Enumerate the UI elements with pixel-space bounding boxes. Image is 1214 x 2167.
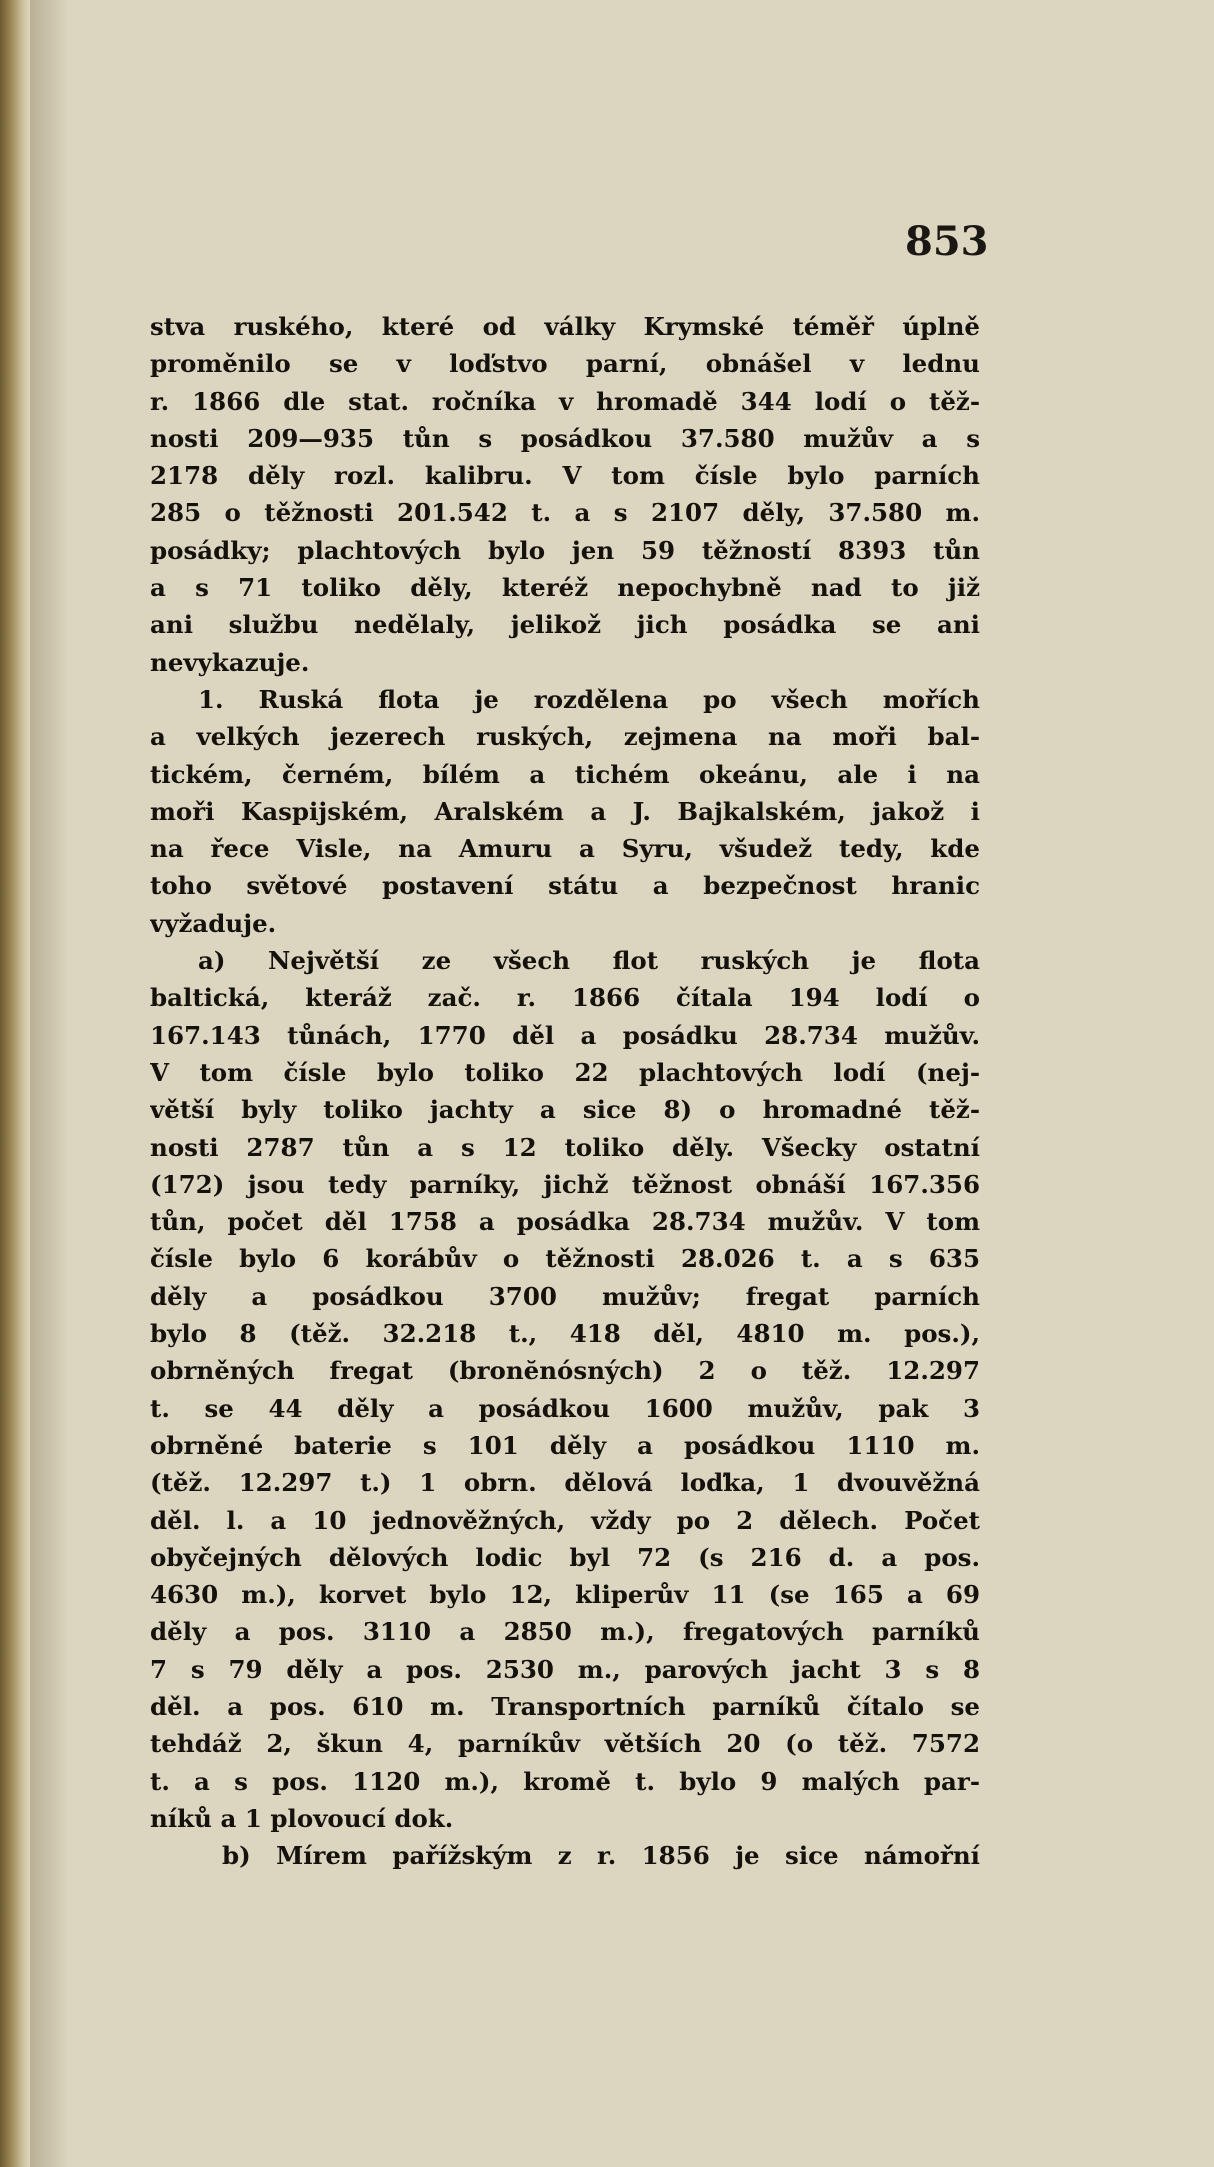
text-line: děly a posádkou 3700 mužův; fregat parních <box>150 1281 980 1311</box>
text-line: a velkých jezerech ruských, zejmena na moři bal- <box>150 722 980 752</box>
text-line: posádky; plachtových bylo jen 59 těžností 8393 tůn <box>150 535 980 565</box>
text-line: t. a s pos. 1120 m.), kromě t. bylo 9 malých par- <box>150 1766 980 1796</box>
text-line: (těž. 12.297 t.) 1 obrn. dělová loďka, 1 dvouvěžná <box>150 1468 980 1498</box>
text-line: proměnilo se v loďstvo parní, obnášel v lednu <box>150 349 980 379</box>
text-line: 4630 m.), korvet bylo 12, kliperův 11 (se 165 a 69 <box>150 1580 980 1610</box>
text-line: obyčejných dělových lodic byl 72 (s 216 d. a pos. <box>150 1542 980 1572</box>
text-line: děly a pos. 3110 a 2850 m.), fregatových parníků <box>150 1617 980 1647</box>
body-text <box>150 308 980 1874</box>
text-line: níků a 1 plovoucí dok. <box>150 1803 454 1833</box>
text-line: 2178 děly rozl. kalibru. V tom čísle bylo parních <box>150 461 980 491</box>
text-line: 7 s 79 děly a pos. 2530 m., parových jacht 3 s 8 <box>150 1654 980 1684</box>
text-line: vyžaduje. <box>150 908 277 938</box>
text-line: nosti 209—935 tůn s posádkou 37.580 mužův a s <box>150 423 980 453</box>
text-line: a s 71 toliko děly, kteréž nepochybně nad to již <box>150 573 980 603</box>
text-line: na řece Visle, na Amuru a Syru, všudež tedy, kde <box>150 834 980 864</box>
text-line: děl. a pos. 610 m. Transportních parníků čítalo se <box>150 1691 980 1721</box>
text-line: obrněné baterie s 101 děly a posádkou 1110 m. <box>150 1430 980 1460</box>
text-line: obrněných fregat (bronĕnósných) 2 o těž. 12.297 <box>150 1356 980 1386</box>
text-line: t. se 44 děly a posádkou 1600 mužův, pak 3 <box>150 1393 980 1423</box>
text-line: děl. l. a 10 jednověžných, vždy po 2 dělech. Počet <box>150 1505 980 1535</box>
text-line: tehdáž 2, škun 4, parníkův větších 20 (o těž. 7572 <box>150 1729 980 1759</box>
text-line: nosti 2787 tůn a s 12 toliko děly. Všecky ostatní <box>150 1132 980 1162</box>
text-line: (172) jsou tedy parníky, jichž těžnost obnáší 167.356 <box>150 1169 980 1199</box>
text-line: bylo 8 (těž. 32.218 t., 418 děl, 4810 m. pos.), <box>150 1319 980 1349</box>
text-line: r. 1866 dle stat. ročníka v hromadě 344 lodí o těž- <box>150 386 980 416</box>
book-binding <box>0 0 30 2167</box>
section-heading-line: 1. Ruská flota je rozdělena po všech mořích <box>198 684 980 714</box>
page-number: 853 <box>905 218 989 265</box>
text-line: větší byly toliko jachty a sice 8) o hromadné těž- <box>150 1095 980 1125</box>
text-line: ani službu nedělaly, jelikož jich posádka se ani <box>150 610 980 640</box>
text-line: toho světové postavení státu a bezpečnost hranic <box>150 871 980 901</box>
text-line: moři Kaspijském, Aralském a J. Bajkalském, jakož i <box>150 796 980 826</box>
subsection-heading-line: a) Největší ze všech flot ruských je flota <box>198 946 980 976</box>
text-line: V tom čísle bylo toliko 22 plachtových lodí (nej- <box>150 1057 980 1087</box>
gutter-shadow <box>30 0 70 2167</box>
text-line: tickém, černém, bílém a tichém okeánu, ale i na <box>150 759 980 789</box>
text-line: stva ruského, které od války Krymské téměř úplně <box>150 312 980 341</box>
text-line: tůn, počet děl 1758 a posádka 28.734 mužův. V tom <box>150 1207 980 1237</box>
text-line: nevykazuje. <box>150 647 310 677</box>
text-line: čísle bylo 6 korábův o těžnosti 28.026 t. a s 635 <box>150 1244 980 1274</box>
text-line: baltická, kteráž zač. r. 1866 čítala 194 lodí o <box>150 983 980 1013</box>
subsection-heading-line: b) Mírem pařížským z r. 1856 je sice námořní <box>222 1841 980 1871</box>
text-line: 285 o těžnosti 201.542 t. a s 2107 děly, 37.580 m. <box>150 498 980 528</box>
text-line: 167.143 tůnách, 1770 děl a posádku 28.734 mužův. <box>150 1020 980 1050</box>
